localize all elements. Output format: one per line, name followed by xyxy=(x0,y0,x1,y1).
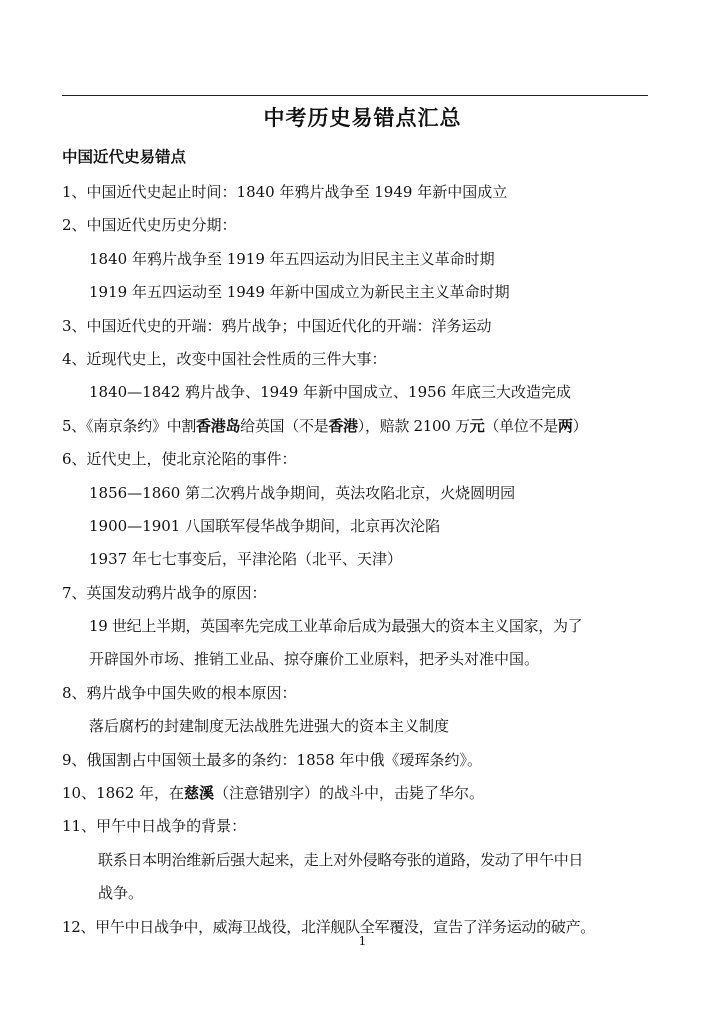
text-span: 给英国（不是 xyxy=(240,416,329,435)
list-item-detail: 19 世纪上半期，英国率先完成工业革命后成为最强大的资本主义国家，为了 xyxy=(89,617,583,636)
text-span: 5、《南京条约》中割 xyxy=(62,416,197,435)
list-item-detail: 1856—1860 第二次鸦片战争期间，英法攻陷北京，火烧圆明园 xyxy=(89,483,516,502)
list-item: 1、中国近代史起止时间：1840 年鸦片战争至 1949 年新中国成立 xyxy=(62,183,508,201)
list-item: 8、鸦片战争中国失败的根本原因： xyxy=(62,683,297,702)
text-span: （单位不是 xyxy=(484,416,558,435)
list-item xyxy=(62,410,652,443)
list-item-detail: 落后腐朽的封建制度无法战胜先进强大的资本主义制度 xyxy=(89,717,450,736)
page-title: 中考历史易错点汇总 xyxy=(263,106,462,130)
list-item-detail: 联系日本明治维新后强大起来，走上对外侵略夸张的道路，发动了甲午中日 xyxy=(98,850,584,869)
list-item-detail: 1900—1901 八国联军侵华战争期间，北京再次沦陷 xyxy=(89,516,441,535)
document-body xyxy=(62,176,652,944)
emphasis-text: 两 xyxy=(557,416,573,435)
list-item-detail: 1840—1842 鸦片战争、1949 年新中国成立、1956 年底三大改造完成 xyxy=(89,383,572,402)
section-heading: 中国近代史易错点 xyxy=(62,148,187,166)
list-item: 6、近代史上，使北京沦陷的事件： xyxy=(62,450,297,469)
emphasis-text: 慈溪 xyxy=(184,784,215,803)
list-item: 3、中国近代史的开端：鸦片战争；中国近代化的开端：洋务运动 xyxy=(62,316,492,335)
list-item xyxy=(62,777,652,810)
emphasis-text: 元 xyxy=(469,416,485,435)
list-item: 12、甲午中日战争中，威海卫战役，北洋舰队全军覆没，宣告了洋务运动的破产。 xyxy=(62,917,595,936)
list-item-detail: 1919 年五四运动至 1949 年新中国成立为新民主主义革命时期 xyxy=(89,283,510,302)
page-number: 1 xyxy=(358,934,367,948)
list-item: 7、英国发动鸦片战争的原因： xyxy=(62,583,267,602)
text-span: （注意错别字）的战斗中，击毙了华尔。 xyxy=(214,784,485,803)
header-rule xyxy=(62,95,648,96)
list-item: 11、甲午中日战争的背景： xyxy=(62,817,247,836)
list-item: 4、近现代史上，改变中国社会性质的三件大事： xyxy=(62,349,387,368)
list-item-detail: 开辟国外市场、推销工业品、掠夺廉价工业原料，把矛头对准中国。 xyxy=(89,650,540,669)
list-item-detail: 1937 年七七事变后，平津沦陷（北平、天津） xyxy=(89,550,402,569)
list-item: 2、中国近代史历史分期： xyxy=(62,216,237,235)
emphasis-text: 香港 xyxy=(328,416,358,435)
list-item-detail: 战争。 xyxy=(98,884,144,903)
list-item: 9、俄国割占中国领土最多的条约：1858 年中俄《瑷珲条约》。 xyxy=(62,750,482,769)
list-item-detail: 1840 年鸦片战争至 1919 年五四运动为旧民主主义革命时期 xyxy=(89,249,495,268)
text-span: ），赔款 2100 万 xyxy=(357,416,470,435)
emphasis-text: 香港岛 xyxy=(196,416,241,435)
text-span: 10、1862 年，在 xyxy=(62,784,185,803)
text-span: ） xyxy=(572,416,588,435)
